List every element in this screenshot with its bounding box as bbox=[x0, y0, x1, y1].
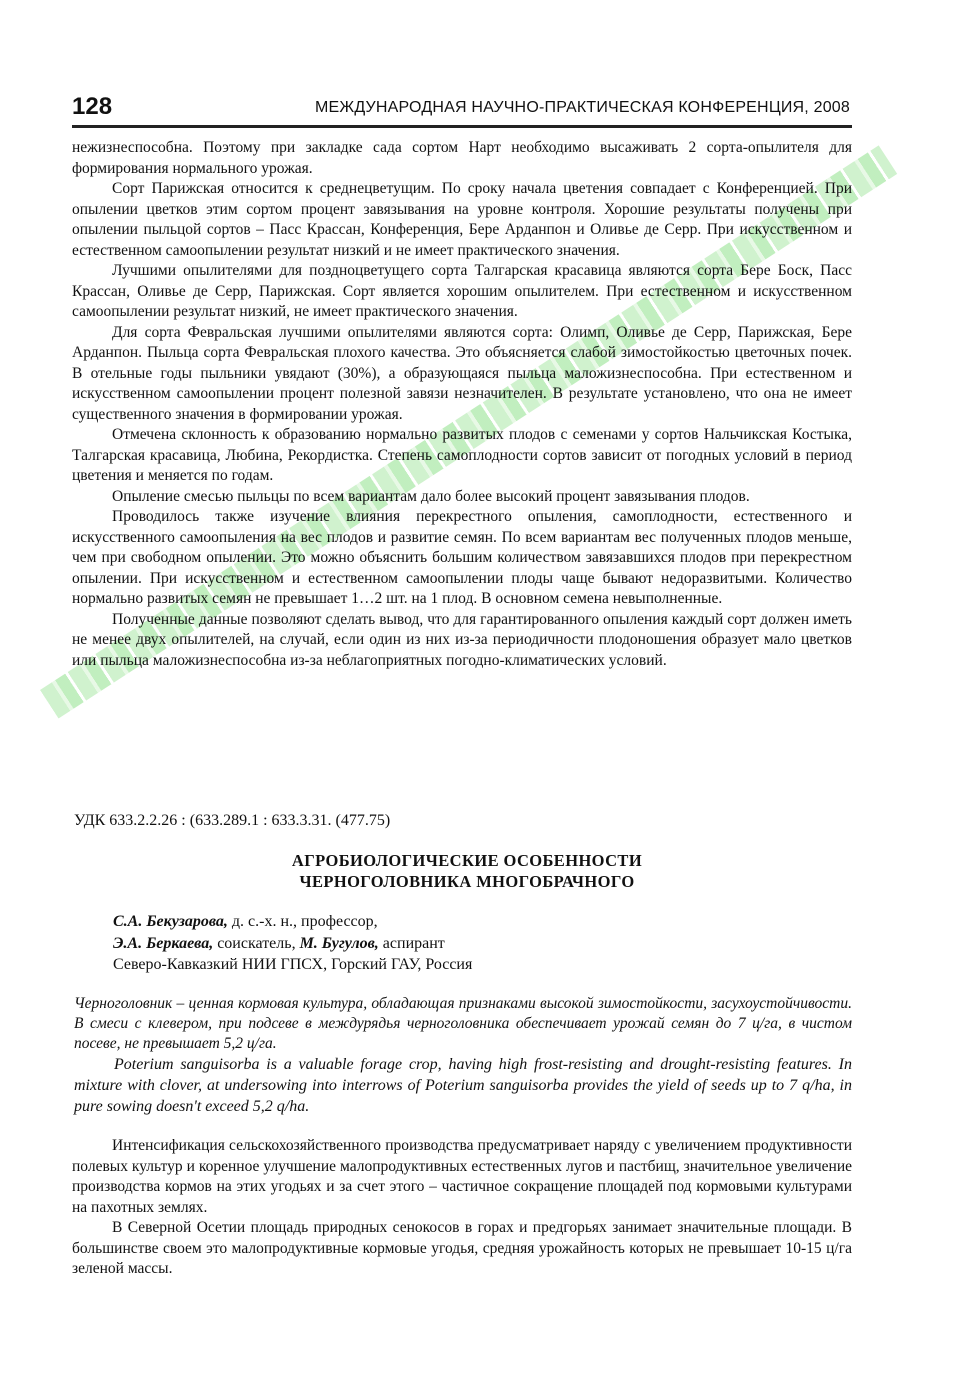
running-title: МЕЖДУНАРОДНАЯ НАУЧНО-ПРАКТИЧЕСКАЯ КОНФЕРЕНЦИЯ, 2008 bbox=[314, 99, 850, 116]
paragraph: Проводилось также изучение влияния перекрестного опыления, самоплодности, естественного и искусственного самоопыления на вес плодов и развитие семян. По всем вариантам вес полученных плодов меньше, чем при свободном опылении. Это можно объяснить большим количеством завязавшихся плодов при перекрестном опылении. При искусственном и естественном самоопылении плоды чаще бывают недоразвитыми. Количество нормально развитых семян не превышает 1…2 шт. на 1 плод. В основном семена невыполненные. bbox=[72, 508, 852, 607]
page-header bbox=[72, 93, 852, 128]
author-role: аспирант bbox=[378, 934, 445, 952]
author-role: д. с.-х. н., профессор, bbox=[227, 913, 378, 930]
title-line: АГРОБИОЛОГИЧЕСКИЕ ОСОБЕННОСТИ bbox=[291, 851, 643, 870]
paragraph: Отмечена склонность к образованию нормально развитых плодов с семенами у сортов Нальчикская Костыка, Талгарская красавица, Любина, Рекордистка. Степень самоплодности сортов зависит от погодных условий в период цветения и меняется по годам. bbox=[72, 426, 852, 484]
previous-article-text bbox=[72, 138, 852, 671]
page-number: 128 bbox=[72, 93, 113, 120]
paragraph: Опыление смесью пыльцы по всем вариантам дало более высокий процент завязывания плодов. bbox=[112, 487, 750, 505]
author-role: соискатель, bbox=[213, 934, 300, 952]
paragraph: Интенсификация сельскохозяйственного производства предусматривает наряду с увеличением продуктивности полевых культур и коренное улучшение малопродуктивных естественных лугов и пастбищ, значительное увеличение производства кормов на этих угодьях и за счет этого – частичное сокращение площадей под кормовыми культурами на пахотных землях. bbox=[72, 1137, 852, 1216]
title-line: ЧЕРНОГОЛОВНИКА МНОГОБРАЧНОГО bbox=[299, 872, 635, 891]
paragraph: нежизнеспособна. Поэтому при закладке сада сортом Нарт необходимо высаживать 2 сорта-опылителя для формирования нормального урожая. bbox=[72, 139, 852, 177]
affiliation: Северо-Кавказкий НИИ ГПСХ, Горский ГАУ, Россия bbox=[113, 956, 473, 973]
udc-code: УДК 633.2.2.26 : (633.289.1 : 633.3.31. (477.75) bbox=[74, 812, 391, 829]
paragraph: Лучшими опылителями для поздноцветущего сорта Талгарская красавица являются сорта Бере Боск, Пасс Крассан, Оливье де Серр, Парижская. Сорт является хорошим опылителем. При естественном и искусственном самоопылении результат низкий, не имеет практического значения. bbox=[72, 262, 852, 320]
abstract-russian: Черноголовник – ценная кормовая культура, обладающая признаками высокой зимостойкости, засухоустойчивости. В смеси с клевером, при подсеве в междурядья черноголовника обеспечивает урожай семян до 7 ц/га, в чистом посеве, не превышает 5,2 ц/га. bbox=[74, 995, 852, 1052]
paragraph: В Северной Осетии площадь природных сенокосов в горах и предгорьях занимает значительные площади. В большинстве своем это малопродуктивные кормовые угодья, средняя урожайность которых не превышает 10-15 ц/га зеленой массы. bbox=[72, 1219, 852, 1277]
paragraph: Сорт Парижская относится к среднецветущим. По сроку начала цветения совпадает с Конференцией. При опылении цветков этим сортом процент завязывания на уровне контроля. Хорошие результаты получены при опылении пыльцой сортов – Пасс Крассан, Конференция, Бере Арданпон и Оливье де Серр. При искусственном и естественном самоопылении результат низкий и не имеет практического значения. bbox=[72, 180, 852, 259]
author-name: М. Бугулов, bbox=[299, 934, 379, 952]
authors-block bbox=[113, 911, 853, 976]
paragraph: Полученные данные позволяют сделать вывод, что для гарантированного опыления каждый сорт должен иметь не менее двух опылителей, на случай, если один из них из-за периодичности плодоношения образует мало цветков или пыльца маложизнеспособна из-за неблагоприятных погодно-климатических условий. bbox=[72, 610, 852, 669]
author-name: С.А. Бекузарова, bbox=[113, 913, 228, 930]
author-line bbox=[113, 933, 853, 955]
article-body bbox=[72, 1136, 852, 1280]
paragraph: Для сорта Февральская лучшими опылителями являются сорта: Олимп, Оливье де Серр, Парижская, Бере Арданпон. Пыльца сорта Февральская плохого качества. Это объясняется слабой зимостойкостью цветочных почек. В отельные годы пыльники увядают (30%), а образующаяся пыльца маложизнеспособна. При естественном и искусственном самоопылении процент полезной завязи незначителен. В результате установлено, что она не имеет существенного значения в формировании урожая. bbox=[72, 323, 852, 423]
abstract bbox=[74, 994, 852, 1117]
abstract-english: Poterium sanguisorba is a valuable forage crop, having high frost-resisting and drought-resisting features. In mixture with clover, at undersowing into interrows of Poterium sanguisorba provides the yield of seeds up to 7 q/ha, in pure sowing doesn't exceed 5,2 q/ha. bbox=[74, 1056, 852, 1115]
author-line bbox=[113, 911, 853, 933]
article-title bbox=[72, 850, 862, 892]
author-name: Э.А. Беркаева, bbox=[113, 934, 214, 952]
